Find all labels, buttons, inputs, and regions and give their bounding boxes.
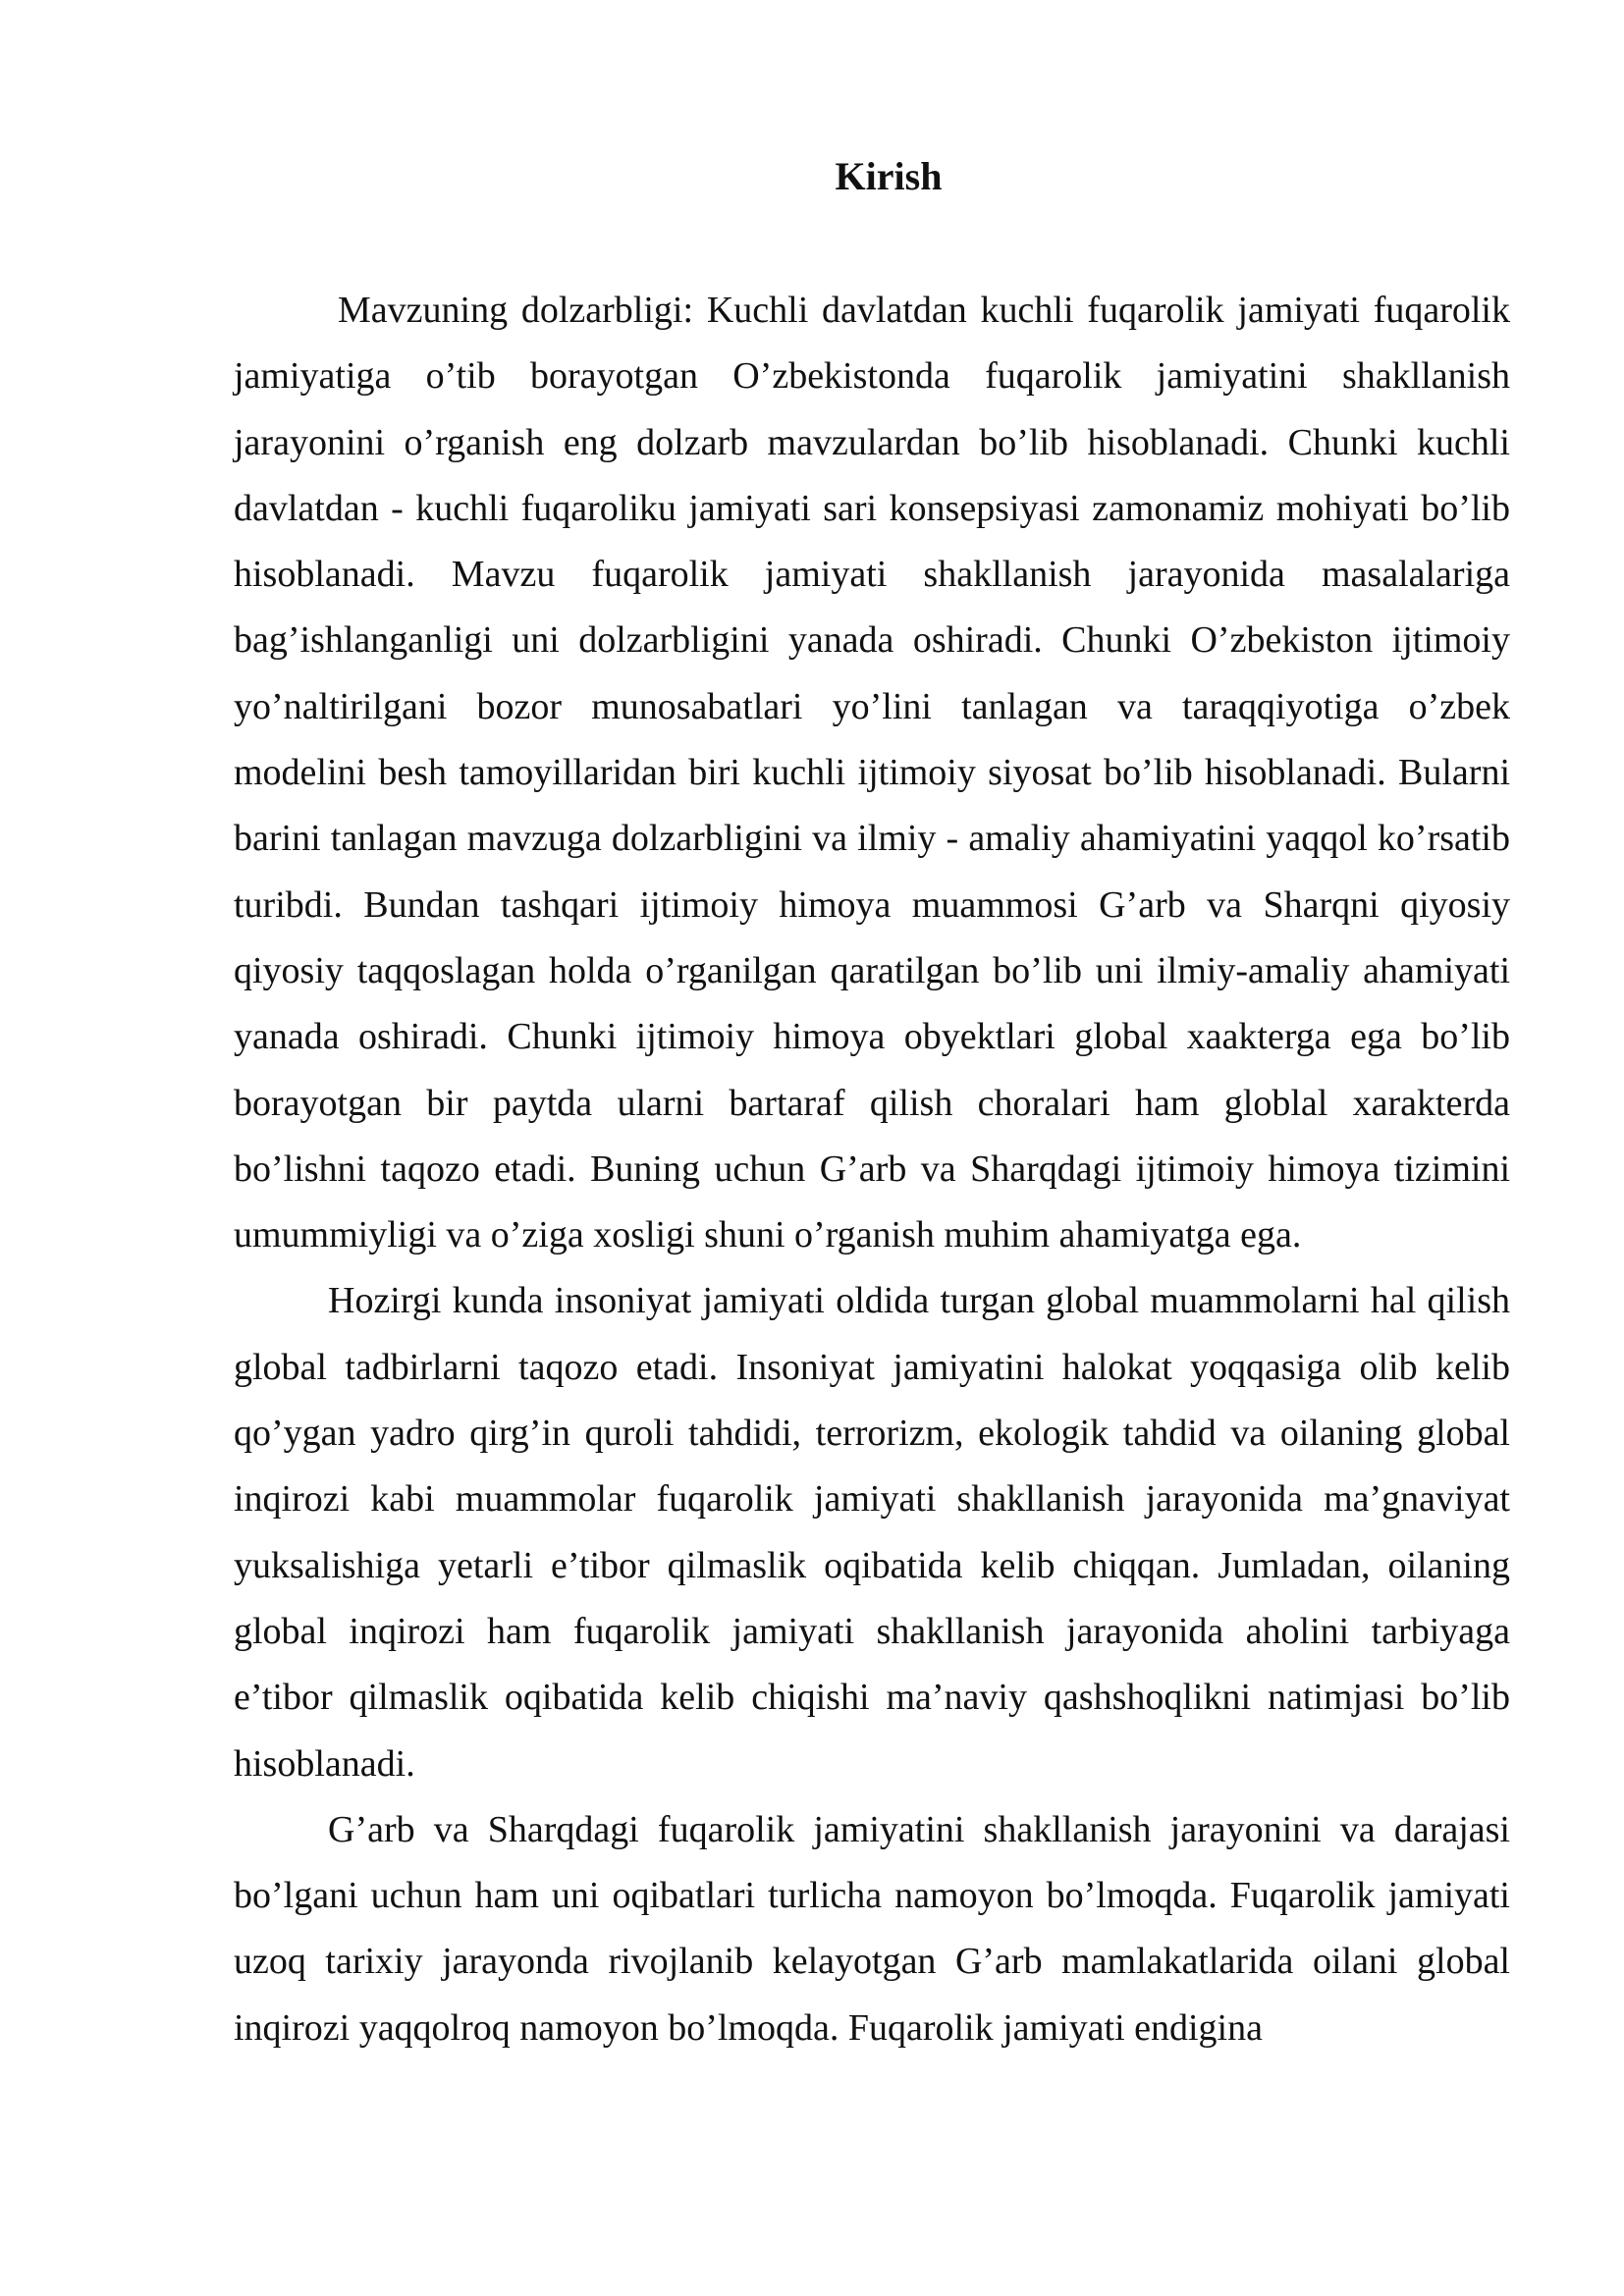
document-body [234,278,1510,2061]
page-title: Kirish [835,154,943,198]
paragraph-global-problems: Hozirgi kunda insoniyat jamiyati oldida turgan global muammolarni hal qilish global tadbirlarni taqozo etadi. Insoniyat jamiyatini halokat yoqqasiga olib kelib qo’ygan yadro qirg’in quroli tahdidi, terrorizm, ekologik tahdid va oilaning global inqirozi kabi muammolar fuqarolik jamiyati shakllanish jarayonida ma’gnaviyat yuksalishiga yetarli e’tibor qilmaslik oqibatida kelib chiqqan. Jumladan, oilaning global inqirozi ham fuqarolik jamiyati shakllanish jarayonida aholini tarbiyaga e’tibor qilmaslik oqibatida kelib chiqishi ma’naviy qashshoqlikni natimjasi bo’lib hisoblanadi. [234,1280,1510,1785]
paragraph-west-east: G’arb va Sharqdagi fuqarolik jamiyatini shakllanish jarayonini va darajasi bo’lgani uchun ham uni oqibatlari turlicha namoyon bo’lmoqda. Fuqarolik jamiyati uzoq tarixiy jarayonda rivojlanib kelayotgan G’arb mamlakatlarida oilani global inqirozi yaqqolroq namoyon bo’lmoqda. Fuqarolik jamiyati endigina [234,1808,1510,2049]
paragraph-relevance: Mavzuning dolzarbligi: Kuchli davlatdan kuchli fuqarolik jamiyati fuqarolik jamiyatiga o’tib borayotgan O’zbekistonda fuqarolik jamiyatini shakllanish jarayonini o’rganish eng dolzarb mavzulardan bo’lib hisoblanadi. Chunki kuchli davlatdan - kuchli fuqaroliku jamiyati sari konsepsiyasi zamonamiz mohiyati bo’lib hisoblanadi. Mavzu fuqarolik jamiyati shakllanish jarayonida masalalariga bag’ishlanganligi uni dolzarbligini yanada oshiradi. Chunki O’zbekiston ijtimoiy yo’naltirilgani bozor munosabatlari yo’lini tanlagan va taraqqiyotiga o’zbek modelini besh tamoyillaridan biri kuchli ijtimoiy siyosat bo’lib hisoblanadi. Bularni barini tanlagan mavzuga dolzarbligini va ilmiy - amaliy ahamiyatini yaqqol ko’rsatib turibdi. Bundan tashqari ijtimoiy himoya muammosi G’arb va Sharqni qiyosiy qiyosiy taqqoslagan holda o’rganilgan qaratilgan bo’lib uni ilmiy-amaliy ahamiyati yanada oshiradi. Chunki ijtimoiy himoya obyektlari global xaakterga ega bo’lib borayotgan bir paytda ularni bartaraf qilish choralari ham globlal xarakterda bo’lishni taqozo etadi. Buning uchun G’arb va Sharqdagi ijtimoiy himoya tizimini umummiyligi va o’ziga xosligi shuni o’rganish muhim ahamiyatga ega. [234,290,1510,1256]
